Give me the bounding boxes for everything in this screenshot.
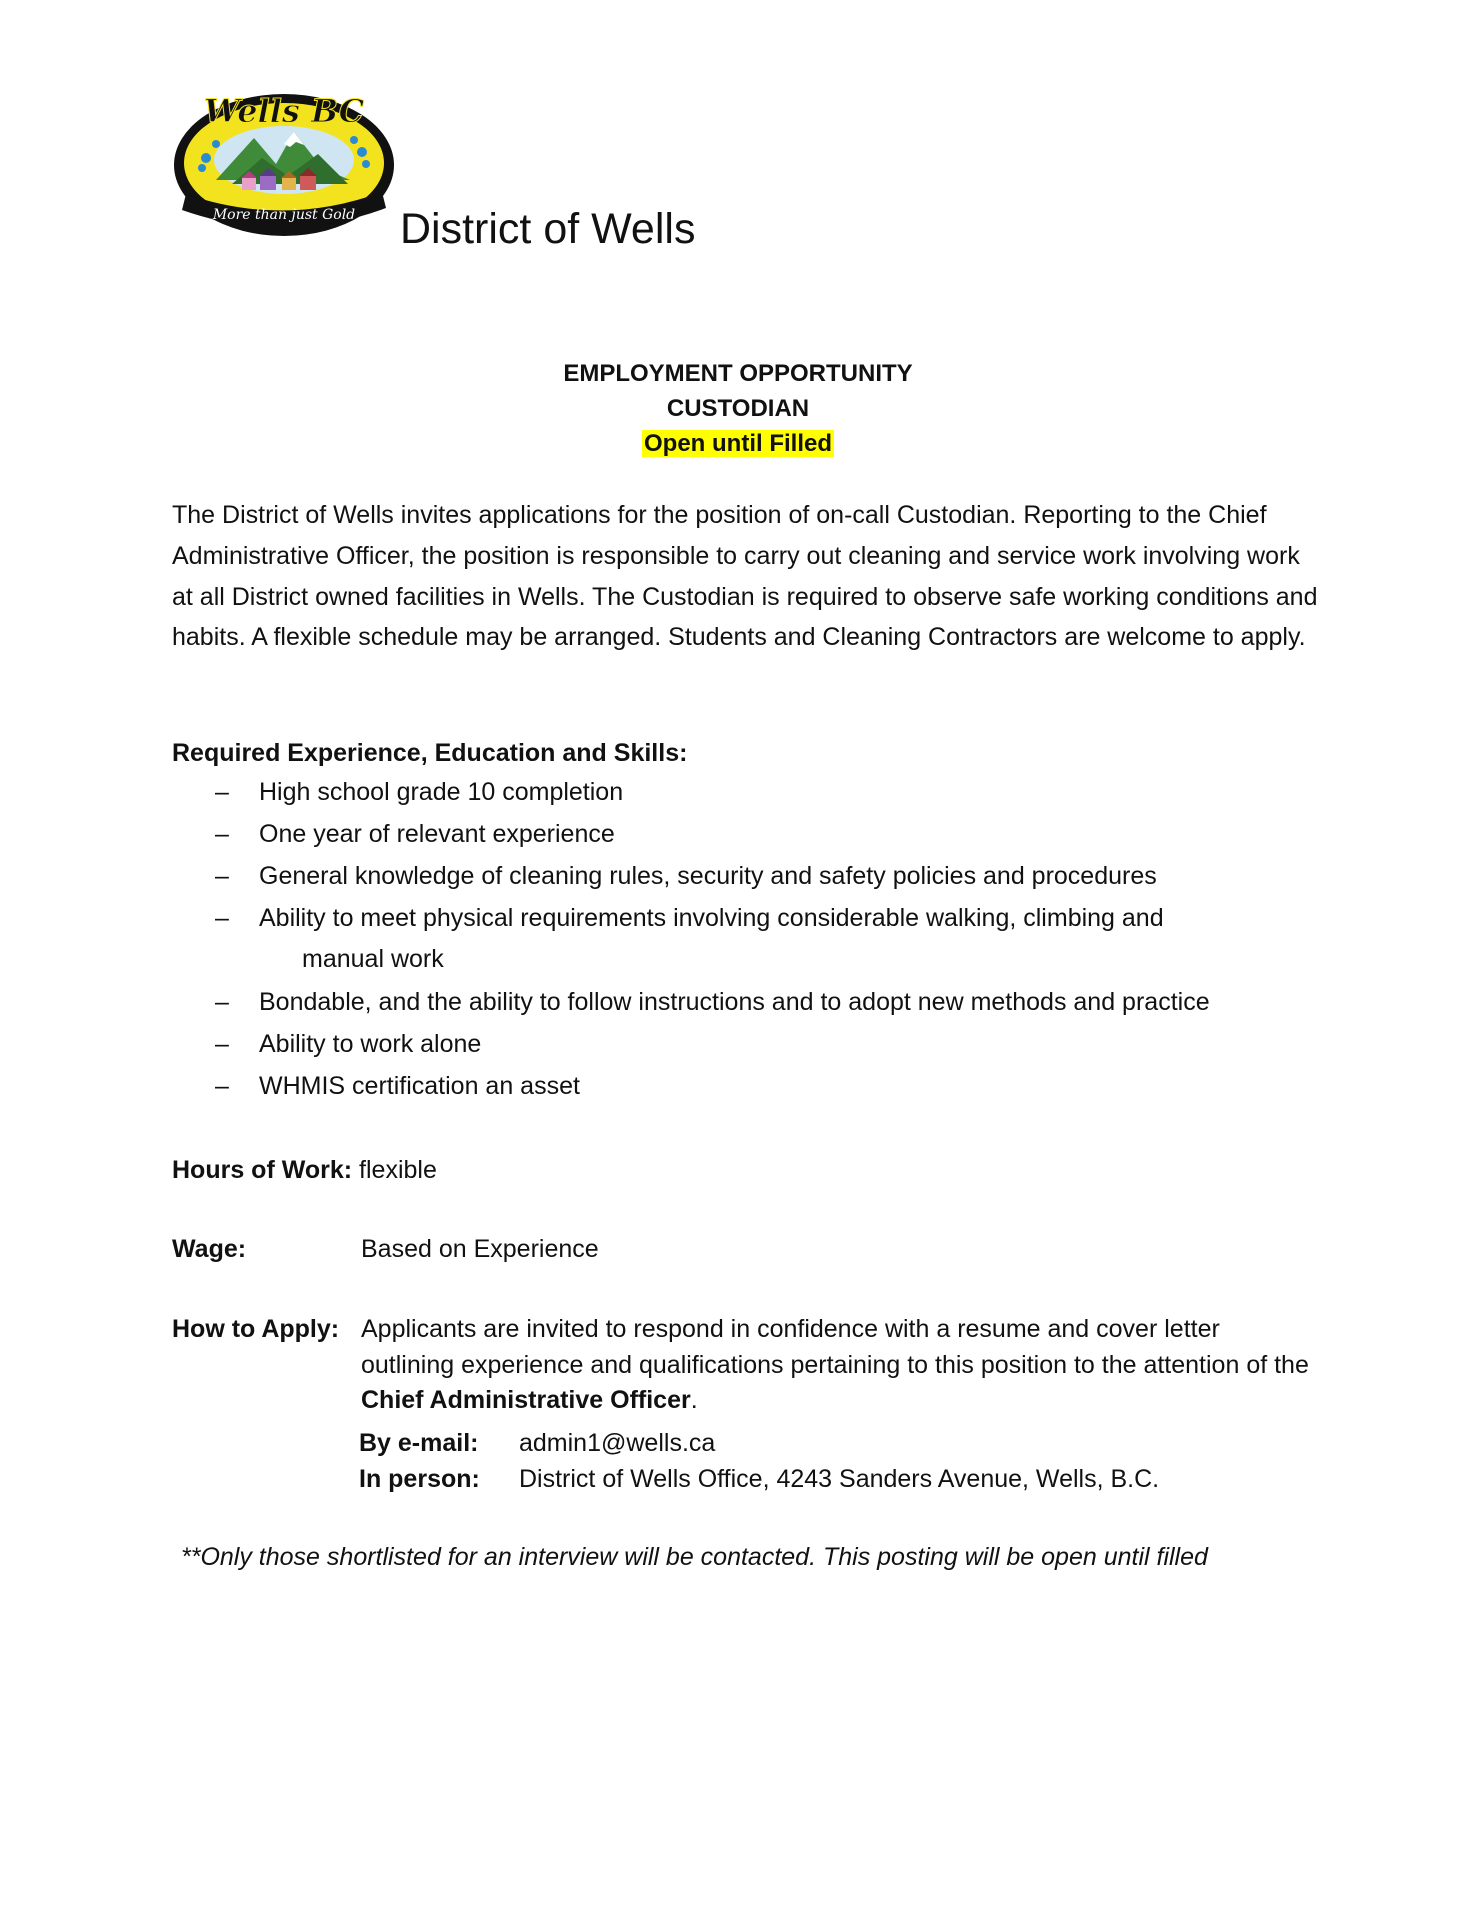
wage-value: Based on Experience <box>361 1235 599 1263</box>
dash-bullet: – <box>215 862 229 891</box>
dash-bullet: – <box>215 1072 229 1101</box>
org-name: District of Wells <box>400 205 696 253</box>
dash-bullet: – <box>215 987 229 1016</box>
wells-bc-logo <box>172 92 396 238</box>
list-item <box>172 771 1322 813</box>
list-item-text: WHMIS certification an asset <box>259 1072 580 1101</box>
in-person-label: In person: <box>359 1465 480 1493</box>
list-item-text: Bondable, and the ability to follow instructions and to adopt new methods and practice <box>259 987 1210 1016</box>
list-item-continuation: manual work <box>302 945 444 974</box>
list-item-text: One year of relevant experience <box>259 820 615 849</box>
wage-label: Wage: <box>172 1235 247 1263</box>
list-item <box>172 855 1322 897</box>
list-item <box>172 1065 1322 1107</box>
heading-status <box>0 427 1476 461</box>
heading-employment-opportunity: EMPLOYMENT OPPORTUNITY <box>563 360 913 387</box>
requirements-title: Required Experience, Education and Skills: <box>172 739 688 767</box>
apply-text-body: Applicants are invited to respond in confidence with a resume and cover letter outlining experience and qualifications pertaining to this position to the attention of the <box>361 1315 1309 1379</box>
footnote: **Only those shortlisted for an interview will be contacted. This posting will be open until filled <box>181 1543 1208 1571</box>
list-item-text: Ability to work alone <box>259 1029 482 1058</box>
apply-text-end: . <box>690 1386 698 1414</box>
dash-bullet: – <box>215 903 229 932</box>
logo-wordmark: Wells BC <box>203 92 365 130</box>
how-to-apply-text <box>361 1312 1311 1419</box>
in-person-value: District of Wells Office, 4243 Sanders Avenue, Wells, B.C. <box>519 1465 1160 1493</box>
hours-label: Hours of Work: <box>172 1156 353 1184</box>
dash-bullet: – <box>215 778 229 806</box>
list-item <box>172 898 1322 981</box>
logo-tagline: More than just Gold <box>212 207 356 223</box>
list-item <box>172 813 1322 855</box>
dash-bullet: – <box>215 1029 229 1058</box>
intro-paragraph: The District of Wells invites applications for the position of on-call Custodian. Reporting to the Chief Administrative Officer, the position is responsible to carry out cleaning and service work involving work at all District owned facilities in Wells. The Custodian is required to observe safe working conditions and habits. A flexible schedule may be arranged. Students and Cleaning Contractors are welcome to apply. <box>172 501 1318 652</box>
hours-value: flexible <box>359 1156 437 1184</box>
list-item-text: General knowledge of cleaning rules, security and safety policies and procedures <box>259 862 1157 891</box>
apply-text-recipient: Chief Administrative Officer <box>361 1386 691 1414</box>
list-item <box>172 1023 1322 1065</box>
requirements-list <box>172 771 1322 1107</box>
status-highlight: Open until Filled <box>644 430 832 457</box>
list-item <box>172 981 1322 1023</box>
email-label: By e-mail: <box>359 1429 479 1457</box>
list-item-text: Ability to meet physical requirements involving considerable walking, climbing and <box>259 903 1164 932</box>
hours-of-work <box>172 1153 437 1187</box>
list-item-text: High school grade 10 completion <box>259 778 624 806</box>
heading-position: CUSTODIAN <box>666 395 810 422</box>
email-value: admin1@wells.ca <box>519 1429 716 1457</box>
how-to-apply-label: How to Apply: <box>172 1315 340 1343</box>
dash-bullet: – <box>215 820 229 849</box>
